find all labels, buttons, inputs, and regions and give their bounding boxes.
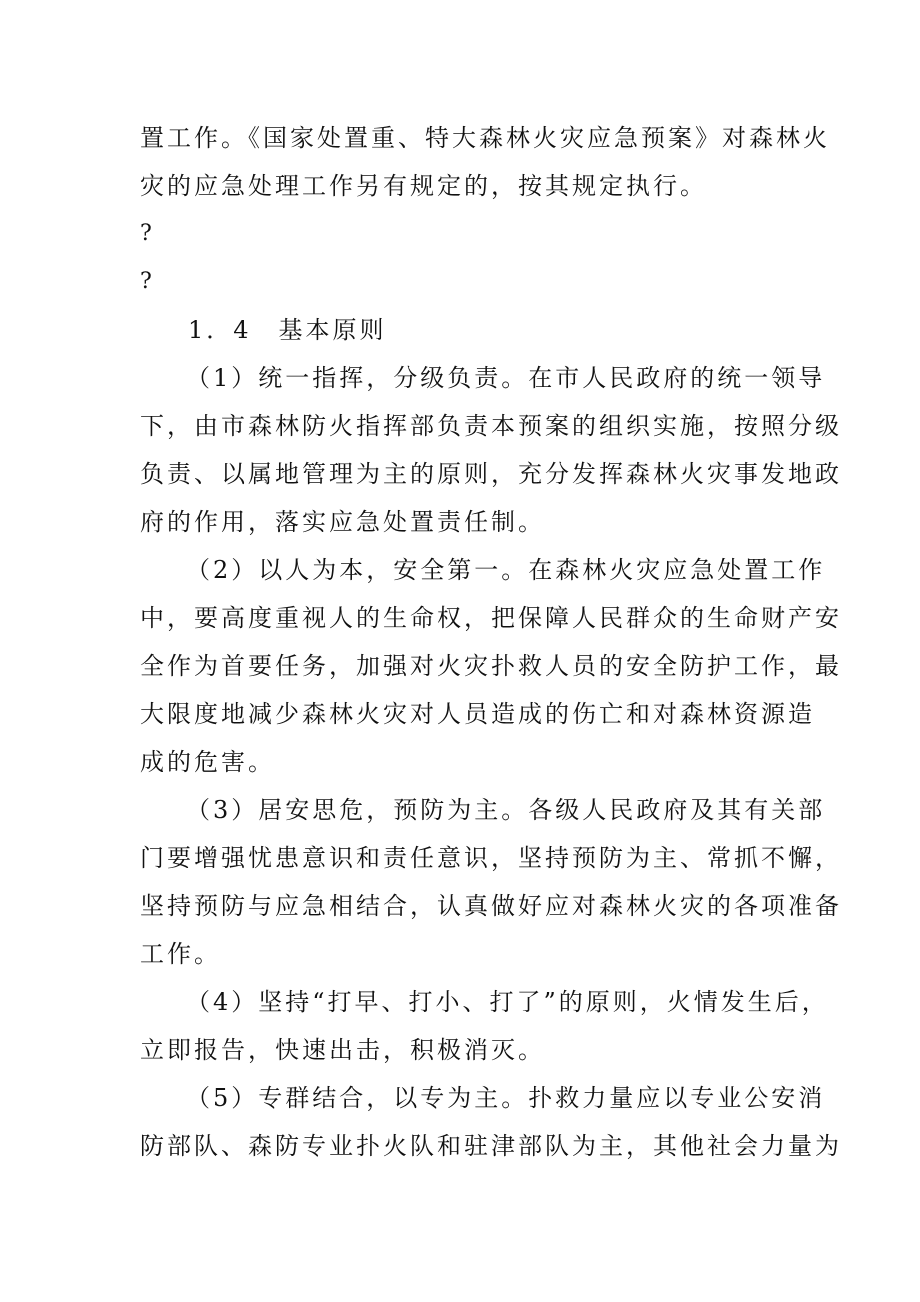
- paragraph-line: 下，由市森林防火指挥部负责本预案的组织实施，按照分级: [140, 412, 842, 440]
- paragraph-line: 坚持预防与应急相结合，认真做好应对森林火灾的各项准备: [140, 892, 842, 920]
- paragraph-line: 置工作。《国家处置重、特大森林火灾应急预案》对森林火: [140, 124, 830, 152]
- placeholder-mark: ?: [140, 269, 152, 294]
- paragraph-line: 府的作用，落实应急处置责任制。: [140, 508, 545, 536]
- paragraph-line: 全作为首要任务，加强对火灾扑救人员的安全防护工作，最: [140, 652, 842, 680]
- paragraph-line: 灾的应急处理工作另有规定的，按其规定执行。: [140, 172, 707, 200]
- paragraph-line: 防部队、森防专业扑火队和驻津部队为主，其他社会力量为: [140, 1132, 842, 1160]
- paragraph-line: （5）专群结合，以专为主。扑救力量应以专业公安消: [186, 1084, 826, 1112]
- paragraph-line: 负责、以属地管理为主的原则，充分发挥森林火灾事发地政: [140, 460, 842, 488]
- paragraph-line: 大限度地减少森林火灾对人员造成的伤亡和对森林资源造: [140, 700, 815, 728]
- paragraph-line: 立即报告，快速出击，积极消灭。: [140, 1036, 545, 1064]
- paragraph-line: （3）居安思危，预防为主。各级人民政府及其有关部: [186, 796, 826, 824]
- paragraph-line: 中，要高度重视人的生命权，把保障人民群众的生命财产安: [140, 604, 842, 632]
- placeholder-mark: ?: [140, 221, 152, 246]
- section-heading: 1．4 基本原则: [188, 316, 387, 344]
- paragraph-line: （4）坚持“打早、打小、打了”的原则，火情发生后，: [186, 988, 829, 1016]
- paragraph-line: （2）以人为本，安全第一。在森林火灾应急处置工作: [186, 556, 826, 584]
- paragraph-line: 工作。: [140, 940, 221, 968]
- paragraph-line: 成的危害。: [140, 748, 275, 776]
- paragraph-line: （1）统一指挥，分级负责。在市人民政府的统一领导: [186, 364, 826, 392]
- paragraph-line: 门要增强忧患意识和责任意识，坚持预防为主、常抓不懈，: [140, 844, 842, 872]
